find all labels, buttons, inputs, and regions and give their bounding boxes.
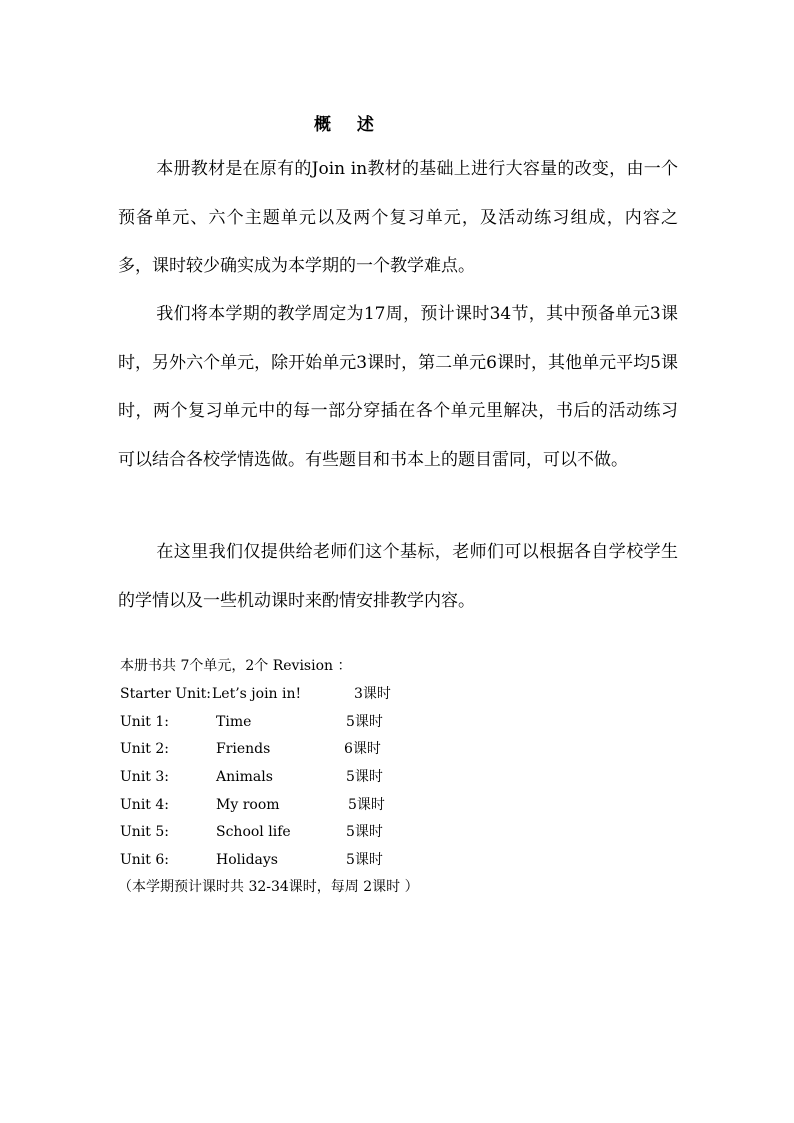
unit-label: Unit 1: — [120, 713, 169, 730]
unit-title: Friends — [216, 741, 271, 758]
unit-title: School life — [216, 824, 291, 841]
unit-hours: 5课时 — [346, 824, 383, 841]
paragraph-intro — [118, 145, 678, 291]
paragraph-guidance-text: 在这里我们仅提供给老师们这个基标，老师们可以根据各自学校学生的学情以及一些机动课时来酌情安排教学内容。 — [118, 542, 678, 611]
unit-hours: 6课时 — [344, 741, 381, 758]
unit-hours: 5课时 — [346, 852, 383, 869]
unit-title: Time — [216, 713, 252, 730]
paragraph-guidance — [118, 528, 678, 625]
unit-hours: 5课时 — [348, 796, 385, 813]
paragraph-schedule — [118, 290, 678, 484]
paragraph-intro-text: 本册教材是在原有的Join in教材的基础上进行大容量的改变，由一个预备单元、六个主题单元以及两个复习单元，及活动练习组成，内容之多，课时较少确实成为本学期的一个教学难点。 — [118, 159, 678, 276]
unit-hours: 5课时 — [346, 713, 383, 730]
unit-label: Starter Unit: — [120, 686, 211, 702]
page-title: 概 述 — [314, 115, 384, 135]
unit-title: Let’s join in! — [212, 686, 302, 702]
paragraph-schedule-text: 我们将本学期的教学周定为17周，预计课时34节，其中预备单元3课时，另外六个单元，除开始单元3课时，第二单元6课时，其他单元平均5课时，两个复习单元中的每一部分穿插在各个单元里解决，书后的活动练习可以结合各校学情选做。有些题目和书本上的题目雷同，可以不做。 — [118, 304, 678, 470]
unit-label: Unit 2: — [120, 741, 169, 758]
unit-label: Unit 4: — [120, 796, 169, 813]
unit-title: Holidays — [216, 852, 278, 869]
unit-title: Animals — [216, 769, 273, 786]
unit-hours: 3课时 — [354, 686, 391, 702]
unit-title: My room — [216, 796, 280, 813]
unit-label: Unit 5: — [120, 824, 169, 841]
unit-summary: 本册书共 7个单元，2个 Revision ： — [120, 658, 352, 674]
schedule-note: （本学期预计课时共 32-34课时，每周 2课时 ） — [118, 879, 419, 895]
unit-label: Unit 3: — [120, 769, 169, 786]
unit-hours: 5课时 — [346, 769, 383, 786]
unit-label: Unit 6: — [120, 852, 169, 869]
